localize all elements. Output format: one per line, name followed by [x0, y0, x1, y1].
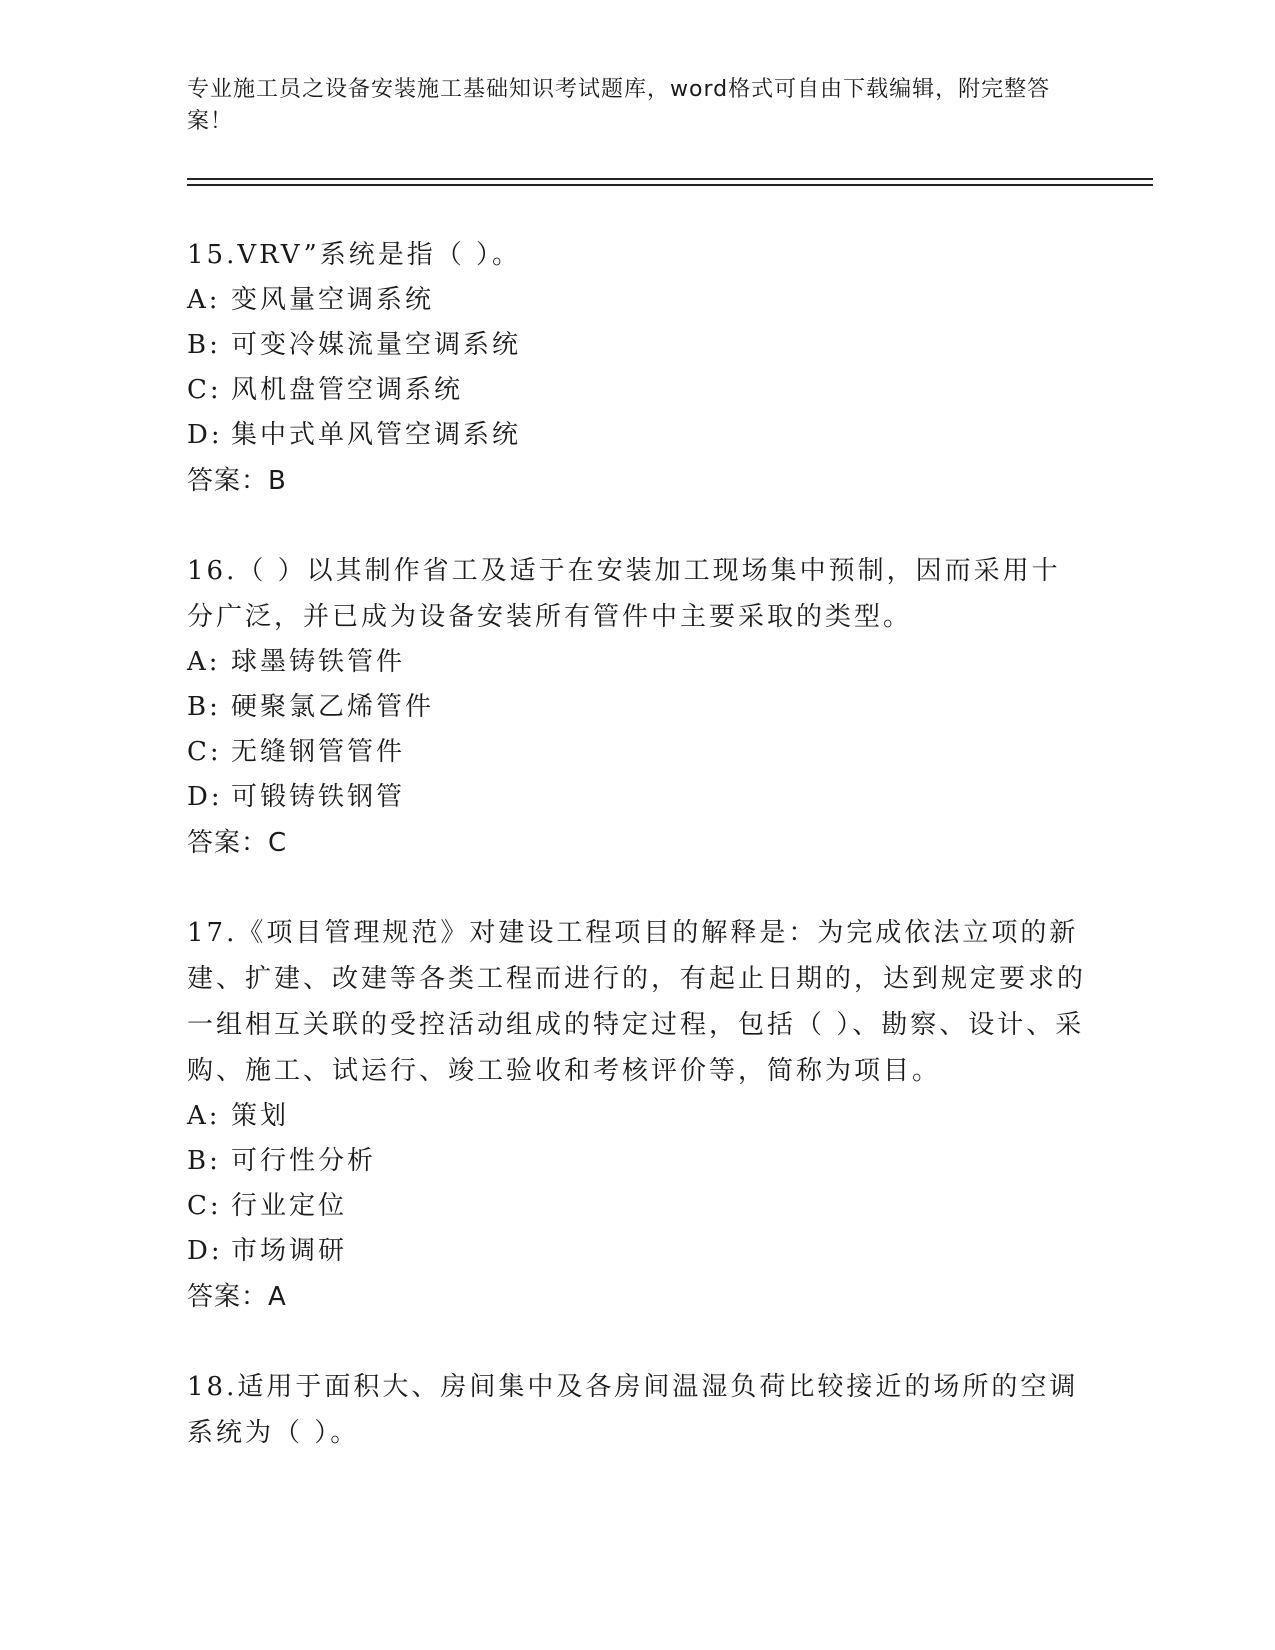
- answer-line: 答案：A: [187, 1282, 287, 1312]
- option-c: [187, 368, 1087, 413]
- header-divider-bottom: [187, 184, 1153, 186]
- question-18: [187, 1364, 1087, 1456]
- option-letter: B:: [187, 692, 221, 722]
- question-stem: 16.（ ）以其制作省工及适于在安装加工现场集中预制，因而采用十分广泛，并已成为设备安装所有管件中主要采取的类型。: [187, 556, 1061, 632]
- option-text: 可锻铸铁钢管: [231, 782, 406, 812]
- option-letter: D:: [187, 782, 223, 812]
- option-b: [187, 1139, 1087, 1184]
- option-text: 可行性分析: [231, 1146, 377, 1176]
- option-text: 球墨铸铁管件: [231, 647, 406, 677]
- question-stem: 18.适用于面积大、房间集中及各房间温湿负荷比较接近的场所的空调系统为（ ）。: [187, 1372, 1079, 1448]
- option-letter: A:: [187, 647, 221, 677]
- option-d: [187, 775, 1087, 820]
- option-a: [187, 1094, 1087, 1139]
- answer-line: 答案：B: [187, 466, 287, 496]
- option-letter: A:: [187, 285, 221, 315]
- option-text: 硬聚氯乙烯管件: [231, 692, 435, 722]
- question-list: [187, 232, 1087, 1500]
- option-letter: C:: [187, 1191, 222, 1221]
- option-c: [187, 1184, 1087, 1229]
- question-17: [187, 910, 1087, 1320]
- option-b: [187, 685, 1087, 730]
- option-text: 风机盘管空调系统: [231, 375, 464, 405]
- option-letter: D:: [187, 1236, 223, 1266]
- option-text: 无缝钢管管件: [231, 737, 406, 767]
- answer-line: 答案：C: [187, 828, 288, 858]
- option-text: 变风量空调系统: [231, 285, 435, 315]
- option-text: 可变冷媒流量空调系统: [231, 330, 522, 360]
- option-d: [187, 413, 1087, 458]
- question-stem: 15.VRV”系统是指（ ）。: [187, 240, 522, 270]
- question-stem: 17.《项目管理规范》对建设工程项目的解释是：为完成依法立项的新建、扩建、改建等各类工程而进行的，有起止日期的，达到规定要求的一组相互关联的受控活动组成的特定过程，包括（ ）、勘察、设计、采购、施工、试运行、竣工验收和考核评价等，简称为项目。: [187, 918, 1087, 1086]
- header-divider-top: [187, 178, 1153, 180]
- document-header: 专业施工员之设备安装施工基础知识考试题库，word格式可自由下载编辑，附完整答案！: [187, 77, 1051, 134]
- question-16: [187, 548, 1087, 866]
- option-letter: C:: [187, 737, 222, 767]
- option-letter: A:: [187, 1101, 221, 1131]
- option-text: 市场调研: [231, 1236, 348, 1266]
- option-text: 策划: [231, 1101, 290, 1131]
- option-b: [187, 323, 1087, 368]
- option-text: 行业定位: [231, 1191, 348, 1221]
- option-a: [187, 278, 1087, 323]
- option-letter: C:: [187, 375, 222, 405]
- option-text: 集中式单风管空调系统: [231, 420, 522, 450]
- option-d: [187, 1229, 1087, 1274]
- option-letter: B:: [187, 330, 221, 360]
- option-a: [187, 640, 1087, 685]
- option-letter: B:: [187, 1146, 221, 1176]
- option-c: [187, 730, 1087, 775]
- question-15: [187, 232, 1087, 504]
- option-letter: D:: [187, 420, 223, 450]
